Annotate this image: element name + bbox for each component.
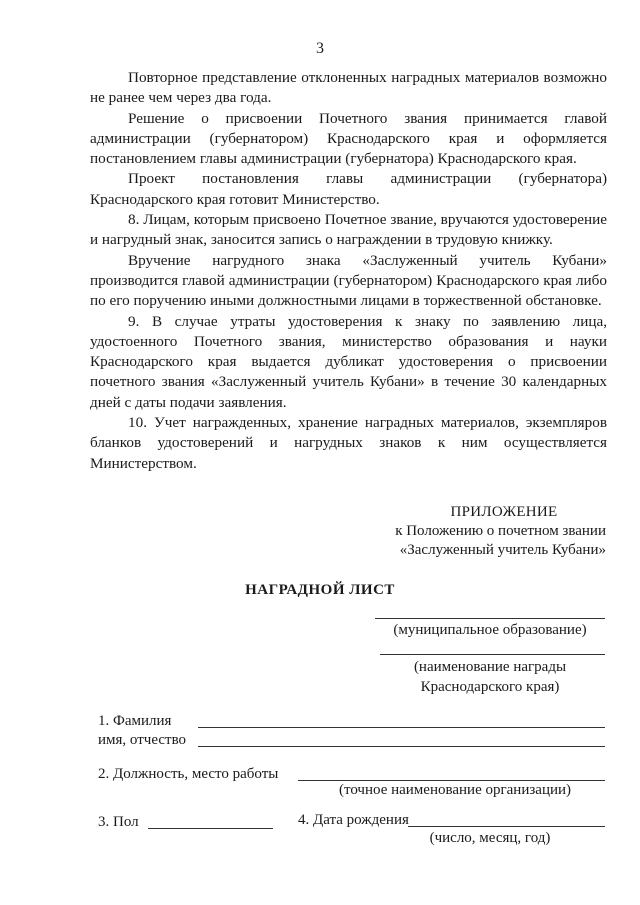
- paragraph-decision: Решение о присвоении Почетного звания принимается главой администрации (губернатором) Краснодарского края и оформляется постановлением главы администрации (губернатора) Краснодарского края.: [90, 109, 607, 168]
- field-1-label-line-2: имя, отчество: [98, 732, 187, 748]
- field-2-caption: (точное наименование организации): [338, 782, 572, 798]
- award-name-line[interactable]: [380, 654, 605, 655]
- field-3-label: 3. Пол: [98, 814, 139, 830]
- field-4-label: 4. Дата рождения: [298, 812, 409, 828]
- award-caption-line-2: Краснодарского края): [420, 679, 560, 695]
- paragraph-resubmission: Повторное представление отклоненных наградных материалов возможно не ранее чем через два года.: [90, 69, 607, 107]
- paragraph-badge-presentation: Вручение нагрудного знака «Заслуженный учитель Кубани» производится главой администрации (губернатором) Краснодарского края либо по его поручению иными должностными лицами в торжественной обстановке.: [90, 251, 607, 310]
- municipality-line[interactable]: [375, 618, 605, 619]
- appendix-title: ПРИЛОЖЕНИЕ: [450, 504, 558, 520]
- field-1-line-2[interactable]: [198, 746, 605, 747]
- paragraph-item-9: 9. В случае утраты удостоверения к знаку по заявлению лица, удостоенного Почетного звания, министерство образования и науки Краснодарского края выдается дубликат удостоверения о присвоении почетного звания «Заслуженный учитель Кубани» в течение 30 календарных дней с даты подачи заявления.: [90, 312, 607, 411]
- paragraph-item-10: 10. Учет награжденных, хранение наградных материалов, экземпляров бланков удостоверений и нагрудных знаков к ним осуществляется Министерством.: [90, 414, 607, 472]
- municipality-caption: (муниципальное образование): [393, 622, 587, 638]
- paragraph-draft-resolution: Проект постановления главы администрации (губернатора) Краснодарского края готовит Министерство.: [90, 170, 607, 208]
- paragraph-item-8: 8. Лицам, которым присвоено Почетное звание, вручаются удостоверение и нагрудный знак, заносится запись о награждении в трудовую книжку.: [90, 211, 607, 249]
- field-3-line[interactable]: [148, 828, 273, 829]
- body-text: [90, 68, 607, 474]
- award-caption-line-1: (наименование награды: [413, 659, 567, 675]
- appendix-line-1: к Положению о почетном звании: [395, 523, 606, 539]
- field-4-line[interactable]: [408, 826, 605, 827]
- appendix-line-2: «Заслуженный учитель Кубани»: [399, 542, 606, 558]
- form-title: НАГРАДНОЙ ЛИСТ: [245, 582, 395, 598]
- field-4-caption: (число, месяц, год): [429, 830, 551, 846]
- page-number: 3: [316, 40, 324, 57]
- field-2-label: 2. Должность, место работы: [98, 766, 279, 782]
- field-1-line-1[interactable]: [198, 727, 605, 728]
- appendix-block: [346, 503, 606, 560]
- field-1-label-line-1: 1. Фамилия: [98, 713, 172, 729]
